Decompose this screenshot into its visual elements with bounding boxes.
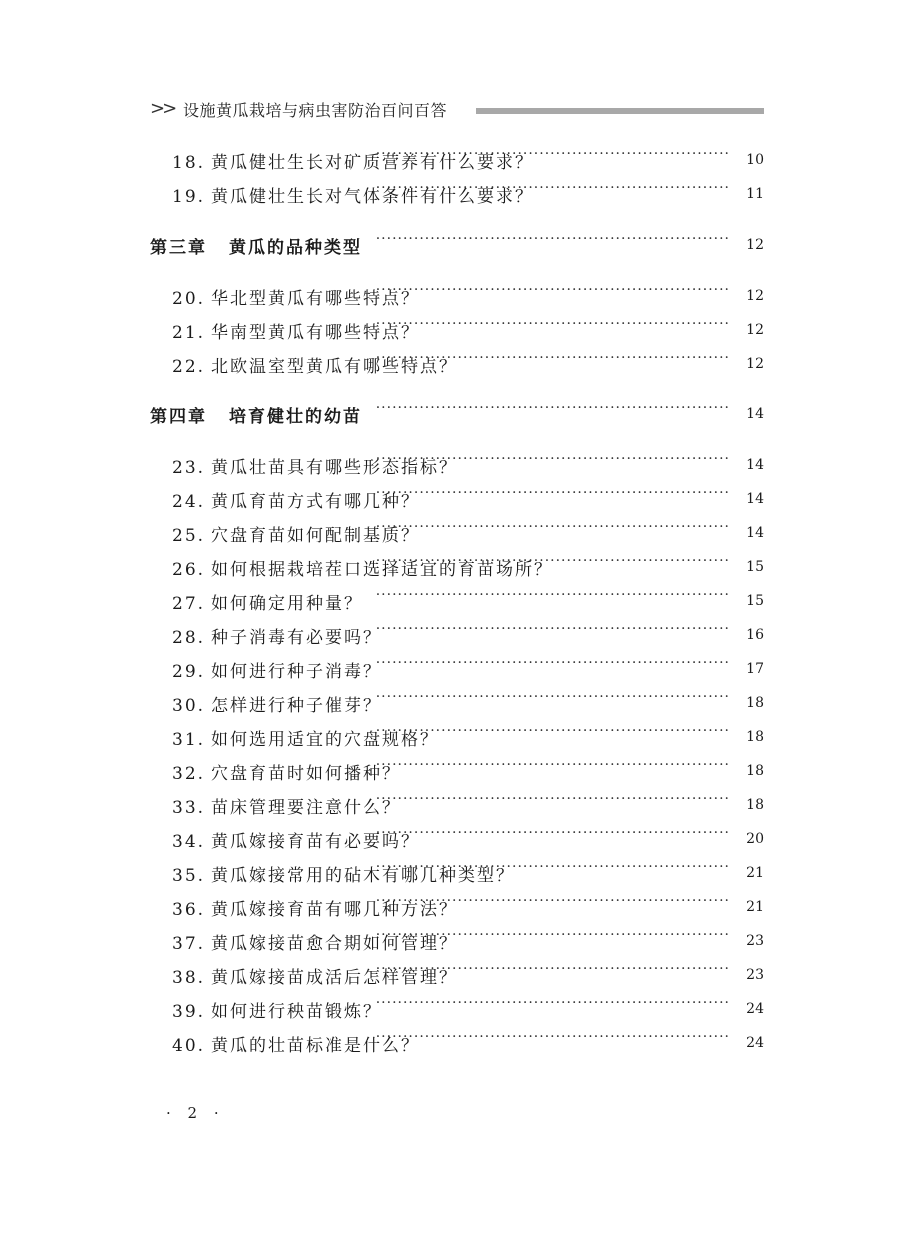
dot-leader: ································································· <box>375 791 730 807</box>
entry-title: 黄瓜的壮苗标准是什么？ <box>211 1036 421 1056</box>
entry-label <box>150 402 362 427</box>
entry-title: 黄瓜的品种类型 <box>229 238 362 258</box>
chevron-right-icon: >> <box>150 98 175 119</box>
entry-number: 35. <box>172 866 206 886</box>
question-entry[interactable] <box>0 284 914 314</box>
entry-number: 25. <box>172 526 206 546</box>
entry-page-number: 14 <box>746 525 764 541</box>
entry-title: 如何确定用种量？ <box>211 594 364 614</box>
dot-leader: ································································· <box>375 485 730 501</box>
entry-number: 18. <box>172 153 206 173</box>
question-entry[interactable] <box>0 182 914 212</box>
question-entry[interactable] <box>0 487 914 517</box>
entry-page-number: 18 <box>746 729 764 745</box>
entry-page-number: 17 <box>746 661 764 677</box>
entry-title: 黄瓜健壮生长对气体条件有什么要求？ <box>211 187 535 207</box>
entry-title: 怎样进行种子催芽？ <box>211 696 383 716</box>
question-entry[interactable] <box>0 657 914 687</box>
dot-leader: ································································· <box>375 451 730 467</box>
entry-title: 北欧温室型黄瓜有哪些特点？ <box>211 357 459 377</box>
dot-leader: ································································· <box>375 519 730 535</box>
entry-title: 黄瓜嫁接苗成活后怎样管理？ <box>211 968 459 988</box>
dot-leader: ································································· <box>375 893 730 909</box>
entry-title: 黄瓜嫁接常用的砧木有哪几种类型？ <box>211 866 516 886</box>
dot-leader: ································································· <box>375 723 730 739</box>
entry-number: 30. <box>172 696 206 716</box>
entry-page-number: 12 <box>746 356 764 372</box>
entry-number: 26. <box>172 560 206 580</box>
entry-number: 19. <box>172 187 206 207</box>
entry-number: 第三章 <box>150 238 207 258</box>
entry-title: 如何选用适宜的穴盘规格？ <box>211 730 440 750</box>
dot-leader: ································································· <box>375 180 730 196</box>
entry-number: 37. <box>172 934 206 954</box>
entry-number: 22. <box>172 357 206 377</box>
entry-number: 20. <box>172 289 206 309</box>
question-entry[interactable] <box>0 691 914 721</box>
dot-leader: ································································· <box>375 621 730 637</box>
question-entry[interactable] <box>0 759 914 789</box>
entry-number: 40. <box>172 1036 206 1056</box>
entry-page-number: 24 <box>746 1001 764 1017</box>
entry-number: 34. <box>172 832 206 852</box>
entry-page-number: 18 <box>746 797 764 813</box>
entry-title: 黄瓜育苗方式有哪几种？ <box>211 492 421 512</box>
entry-label <box>172 759 401 784</box>
header-rule <box>476 108 764 114</box>
entry-page-number: 15 <box>746 593 764 609</box>
question-entry[interactable] <box>0 589 914 619</box>
chapter-entry[interactable] <box>0 402 914 432</box>
question-entry[interactable] <box>0 453 914 483</box>
entry-page-number: 14 <box>746 406 764 422</box>
entry-title: 苗床管理要注意什么？ <box>211 798 402 818</box>
entry-number: 36. <box>172 900 206 920</box>
entry-title: 华南型黄瓜有哪些特点？ <box>211 323 421 343</box>
entry-number: 32. <box>172 764 206 784</box>
book-title: 设施黄瓜栽培与病虫害防治百问百答 <box>183 101 448 120</box>
dot-leader: ································································· <box>375 655 730 671</box>
entry-page-number: 24 <box>746 1035 764 1051</box>
entry-number: 38. <box>172 968 206 988</box>
entry-title: 如何根据栽培茬口选择适宜的育苗场所？ <box>211 560 554 580</box>
page-number: · 2 · <box>166 1104 225 1122</box>
entry-page-number: 15 <box>746 559 764 575</box>
question-entry[interactable] <box>0 963 914 993</box>
question-entry[interactable] <box>0 725 914 755</box>
entry-page-number: 10 <box>746 152 764 168</box>
dot-leader: ································································· <box>375 995 730 1011</box>
entry-page-number: 16 <box>746 627 764 643</box>
entry-page-number: 23 <box>746 933 764 949</box>
dot-leader: ································································· <box>375 146 730 162</box>
entry-page-number: 18 <box>746 695 764 711</box>
entry-number: 39. <box>172 1002 206 1022</box>
entry-number: 31. <box>172 730 206 750</box>
entry-label <box>172 589 363 614</box>
entry-number: 27. <box>172 594 206 614</box>
question-entry[interactable] <box>0 352 914 382</box>
dot-leader: ································································· <box>375 1029 730 1045</box>
dot-leader: ································································· <box>375 961 730 977</box>
question-entry[interactable] <box>0 895 914 925</box>
dot-leader: ································································· <box>375 587 730 603</box>
entry-title: 黄瓜嫁接育苗有哪几种方法？ <box>211 900 459 920</box>
entry-title: 黄瓜壮苗具有哪些形态指标？ <box>211 458 459 478</box>
entry-label <box>150 233 362 258</box>
question-entry[interactable] <box>0 555 914 585</box>
dot-leader: ································································· <box>375 859 730 875</box>
entry-title: 如何进行秧苗锻炼？ <box>211 1002 383 1022</box>
entry-page-number: 14 <box>746 457 764 473</box>
entry-number: 33. <box>172 798 206 818</box>
entry-page-number: 12 <box>746 288 764 304</box>
entry-title: 穴盘育苗时如何播种？ <box>211 764 402 784</box>
entry-page-number: 18 <box>746 763 764 779</box>
entry-title: 黄瓜嫁接苗愈合期如何管理？ <box>211 934 459 954</box>
question-entry[interactable] <box>0 521 914 551</box>
entry-label <box>172 657 382 682</box>
entry-page-number: 20 <box>746 831 764 847</box>
dot-leader: ································································· <box>375 825 730 841</box>
entry-title: 穴盘育苗如何配制基质？ <box>211 526 421 546</box>
dot-leader: ································································· <box>375 231 730 247</box>
question-entry[interactable] <box>0 1031 914 1061</box>
dot-leader: ································································· <box>375 316 730 332</box>
entry-page-number: 21 <box>746 865 764 881</box>
entry-label <box>172 997 382 1022</box>
entry-label <box>172 793 401 818</box>
entry-page-number: 12 <box>746 322 764 338</box>
question-entry[interactable] <box>0 318 914 348</box>
entry-label <box>172 623 382 648</box>
entry-label <box>172 691 382 716</box>
question-entry[interactable] <box>0 827 914 857</box>
entry-title: 黄瓜健壮生长对矿质营养有什么要求？ <box>211 153 535 173</box>
running-header <box>150 96 764 126</box>
dot-leader: ································································· <box>375 757 730 773</box>
entry-page-number: 14 <box>746 491 764 507</box>
entry-number: 第四章 <box>150 407 207 427</box>
entry-number: 28. <box>172 628 206 648</box>
question-entry[interactable] <box>0 997 914 1027</box>
question-entry[interactable] <box>0 861 914 891</box>
chapter-entry[interactable] <box>0 233 914 263</box>
entry-number: 21. <box>172 323 206 343</box>
entry-number: 24. <box>172 492 206 512</box>
entry-title: 培育健壮的幼苗 <box>229 407 362 427</box>
entry-title: 如何进行种子消毒？ <box>211 662 383 682</box>
question-entry[interactable] <box>0 929 914 959</box>
entry-number: 29. <box>172 662 206 682</box>
dot-leader: ································································· <box>375 553 730 569</box>
question-entry[interactable] <box>0 793 914 823</box>
entry-number: 23. <box>172 458 206 478</box>
entry-title: 种子消毒有必要吗？ <box>211 628 383 648</box>
entry-page-number: 21 <box>746 899 764 915</box>
question-entry[interactable] <box>0 148 914 178</box>
dot-leader: ································································· <box>375 282 730 298</box>
entry-title: 黄瓜嫁接育苗有必要吗？ <box>211 832 421 852</box>
entry-page-number: 11 <box>746 186 764 202</box>
entry-title: 华北型黄瓜有哪些特点？ <box>211 289 421 309</box>
dot-leader: ································································· <box>375 400 730 416</box>
entry-page-number: 12 <box>746 237 764 253</box>
question-entry[interactable] <box>0 623 914 653</box>
dot-leader: ································································· <box>375 350 730 366</box>
entry-page-number: 23 <box>746 967 764 983</box>
dot-leader: ································································· <box>375 927 730 943</box>
dot-leader: ································································· <box>375 689 730 705</box>
